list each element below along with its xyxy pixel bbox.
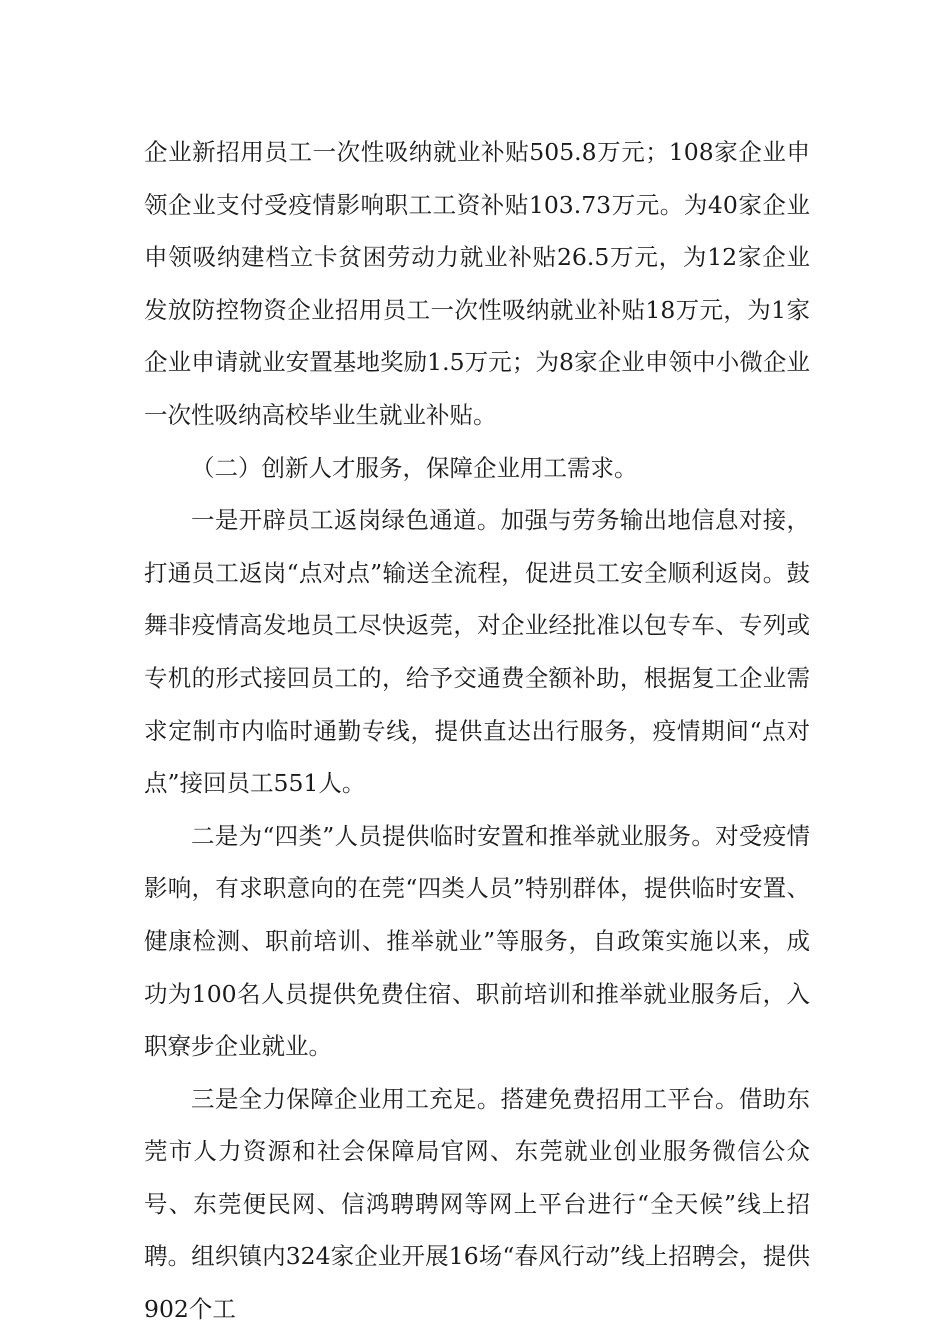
paragraph-labor-supply: 三是全力保障企业用工充足。搭建免费招用工平台。借助东莞市人力资源和社会保障局官网、东莞就业创业服务微信公众号、东莞便民网、信鸿聘聘网等网上平台进行“全天候”线上招聘。组织镇内324家企业开展16场“春风行动”线上招聘会，提供902个工 (144, 1084, 810, 1324)
section-heading: （二）创新人才服务，保障企业用工需求。 (191, 453, 638, 482)
paragraph-continuation: 企业新招用员工一次性吸纳就业补贴505.8万元；108家企业申领企业支付受疫情影响职工工资补贴103.73万元。为40家企业申领吸纳建档立卡贫困劳动力就业补贴26.5万元，为12家企业发放防控物资企业招用员工一次性吸纳就业补贴18万元，为1家企业申请就业安置基地奖励1.5万元；为8家企业申领中小微企业一次性吸纳高校毕业生就业补贴。 (144, 138, 810, 429)
paragraph-four-types: 二是为“四类”人员提供临时安置和推举就业服务。对受疫情影响，有求职意向的在莞“四类人员”特别群体，提供临时安置、健康检测、职前培训、推举就业”等服务，自政策实施以来，成功为100名人员提供免费住宿、职前培训和推举就业服务后，入职寮步企业就业。 (144, 821, 810, 1061)
document-body (144, 126, 810, 1336)
paragraph-return-channel: 一是开辟员工返岗绿色通道。加强与劳务输出地信息对接，打通员工返岗“点对点”输送全流程，促进员工安全顺利返岗。鼓舞非疫情高发地员工尽快返莞，对企业经批准以包专车、专列或专机的形式接回员工的，给予交通费全额补助，根据复工企业需求定制市内临时通勤专线，提供直达出行服务，疫情期间“点对点”接回员工551人。 (144, 506, 810, 798)
